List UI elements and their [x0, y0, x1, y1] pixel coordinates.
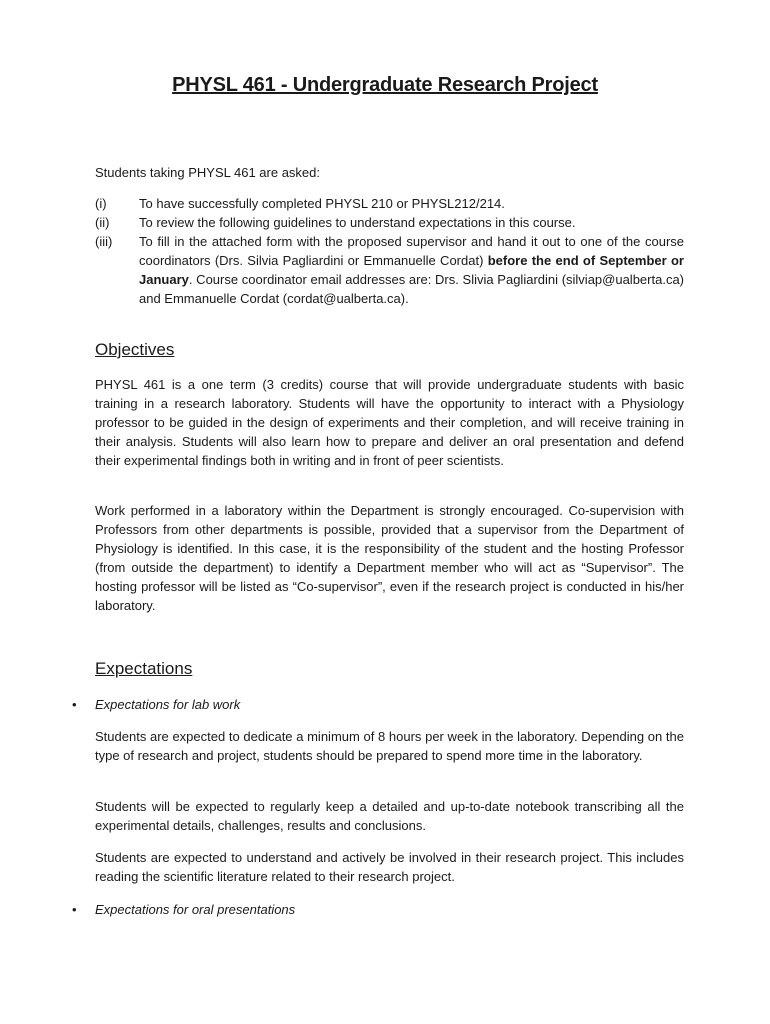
bullet-icon: •	[72, 697, 77, 712]
list-number: (ii)	[95, 215, 110, 230]
expectations-paragraph: Students are expected to understand and actively be involved in their research project. This includes reading the scientific literature related to their research project.	[95, 850, 684, 884]
bullet-item	[72, 695, 240, 714]
objectives-paragraph: Work performed in a laboratory within the Department is strongly encouraged. Co-supervision with Professors from other departments is possible, provided that a supervisor from the Department of Physiology is identified. In this case, it is the responsibility of the student and the hosting Professor (from outside the department) to identify a Department member who will act as “Supervisor”. The hosting professor will be listed as “Co-supervisor”, even if the research project is conducted in his/her laboratory.	[95, 503, 684, 613]
lab-work-subheading: Expectations for lab work	[95, 697, 241, 712]
oral-presentations-subheading: Expectations for oral presentations	[95, 902, 296, 917]
list-text	[139, 232, 684, 308]
objectives-paragraph: PHYSL 461 is a one term (3 credits) course that will provide undergraduate students with basic training in a research laboratory. Students will have the opportunity to interact with a Physiology professor to be guided in the design of experiments and their completion, and will receive training in their analysis. Students will also learn how to prepare and deliver an oral presentation and defend their experimental findings both in writing and in front of peer scientists.	[95, 377, 684, 468]
deadline-bold-text: before the end of September or January	[139, 253, 684, 287]
expectations-heading: Expectations	[95, 659, 193, 678]
list-text-part: . Course coordinator email addresses are: Drs. Slivia Pagliardini (silviap@ualberta.ca) and Emmanuelle Cordat (cordat@ualberta.ca).	[139, 272, 684, 306]
bullet-item	[72, 900, 295, 919]
list-text-part: To fill in the attached form with the proposed supervisor and hand it out to one of the course coordinators (Drs. Silvia Pagliardini or Emmanuelle Cordat)	[139, 234, 684, 268]
list-number: (iii)	[95, 234, 113, 249]
list-text: To review the following guidelines to understand expectations in this course.	[139, 215, 576, 230]
page-title: PHYSL 461 - Undergraduate Research Project	[172, 74, 598, 96]
list-item	[95, 194, 684, 213]
objectives-heading: Objectives	[95, 340, 175, 359]
list-item	[95, 232, 684, 308]
expectations-paragraph: Students are expected to dedicate a minimum of 8 hours per week in the laboratory. Depending on the type of research and project, students should be prepared to spend more time in the laboratory.	[95, 729, 684, 763]
requirements-list	[95, 194, 684, 308]
list-text: To have successfully completed PHYSL 210 or PHYSL212/214.	[139, 196, 505, 211]
bullet-icon: •	[72, 902, 77, 917]
expectations-paragraph: Students will be expected to regularly keep a detailed and up-to-date notebook transcribing all the experimental details, challenges, results and conclusions.	[95, 799, 684, 833]
list-number: (i)	[95, 196, 107, 211]
list-item	[95, 213, 684, 232]
intro-text: Students taking PHYSL 461 are asked:	[95, 165, 320, 180]
